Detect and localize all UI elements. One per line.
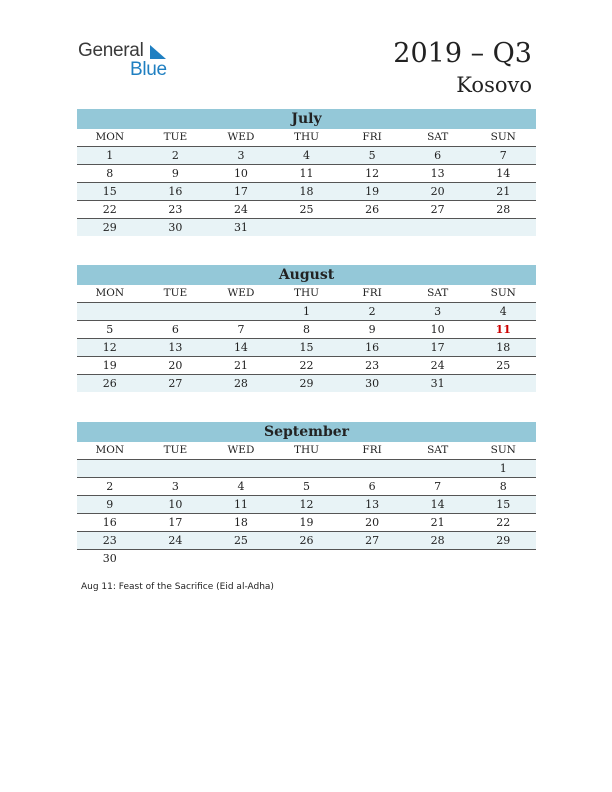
day-cell	[143, 460, 209, 477]
day-cell: 22	[299, 359, 314, 372]
day-cell	[77, 460, 143, 477]
week-row	[77, 375, 536, 392]
day-cell: 13	[365, 498, 380, 511]
day-cell: 25	[233, 534, 248, 547]
day-cell: 18	[496, 341, 511, 354]
week-row	[77, 201, 536, 219]
day-cell	[208, 460, 274, 477]
day-cell: 30	[168, 221, 183, 234]
day-cell: 29	[102, 221, 117, 234]
day-cell: 15	[102, 185, 117, 198]
month-title: July	[77, 109, 536, 129]
day-cell: 12	[299, 498, 314, 511]
day-cell: 31	[430, 377, 445, 390]
week-row	[77, 183, 536, 201]
day-cell: 20	[430, 185, 445, 198]
weekday-label: SAT	[427, 444, 449, 456]
day-cell: 7	[237, 323, 245, 336]
week-row	[77, 478, 536, 496]
day-cell: 16	[365, 341, 380, 354]
day-cell: 1	[303, 305, 311, 318]
day-cell: 24	[233, 203, 248, 216]
day-cell	[470, 550, 536, 567]
day-cell: 25	[496, 359, 511, 372]
day-cell	[208, 550, 274, 567]
day-cell: 20	[365, 516, 380, 529]
day-cell: 30	[102, 552, 117, 565]
month-title: August	[77, 265, 536, 285]
week-row	[77, 219, 536, 236]
day-cell: 5	[303, 480, 311, 493]
day-cell: 4	[303, 149, 311, 162]
day-cell: 13	[168, 341, 183, 354]
weekday-label: TUE	[163, 131, 188, 143]
day-cell: 5	[106, 323, 114, 336]
day-cell	[470, 219, 536, 236]
day-cell: 1	[106, 149, 114, 162]
weekday-label: WED	[227, 131, 255, 143]
day-cell: 10	[430, 323, 445, 336]
day-cell	[339, 460, 405, 477]
weekday-label: SAT	[427, 131, 449, 143]
week-row	[77, 147, 536, 165]
day-cell: 9	[106, 498, 114, 511]
day-cell: 11	[233, 498, 248, 511]
day-cell: 8	[499, 480, 507, 493]
weekday-label: MON	[95, 287, 125, 299]
day-cell: 22	[102, 203, 117, 216]
weekday-label: SUN	[490, 444, 516, 456]
day-cell: 27	[365, 534, 380, 547]
week-row	[77, 460, 536, 478]
weekday-label: THU	[294, 131, 320, 143]
week-row	[77, 514, 536, 532]
month-august	[77, 265, 536, 392]
day-cell: 2	[171, 149, 179, 162]
day-cell	[143, 550, 209, 567]
day-cell: 3	[237, 149, 245, 162]
day-cell: 10	[233, 167, 248, 180]
day-cell: 31	[233, 221, 248, 234]
week-row	[77, 357, 536, 375]
day-cell: 21	[496, 185, 511, 198]
day-cell	[339, 550, 405, 567]
month-september	[77, 422, 536, 567]
day-cell: 9	[171, 167, 179, 180]
day-cell: 21	[430, 516, 445, 529]
day-cell: 23	[102, 534, 117, 547]
day-cell	[143, 303, 209, 320]
day-cell: 30	[365, 377, 380, 390]
day-cell: 3	[171, 480, 179, 493]
week-row	[77, 550, 536, 567]
day-cell: 4	[237, 480, 245, 493]
day-cell: 6	[368, 480, 376, 493]
day-cell: 29	[299, 377, 314, 390]
day-cell: 4	[499, 305, 507, 318]
weekday-label: FRI	[362, 131, 382, 143]
day-cell: 2	[106, 480, 114, 493]
day-cell: 29	[496, 534, 511, 547]
week-row	[77, 339, 536, 357]
day-cell: 6	[171, 323, 179, 336]
day-cell: 18	[233, 516, 248, 529]
day-cell: 8	[106, 167, 114, 180]
week-row	[77, 165, 536, 183]
weekday-label: TUE	[163, 444, 188, 456]
day-cell: 27	[168, 377, 183, 390]
day-cell	[208, 303, 274, 320]
day-cell	[339, 219, 405, 236]
day-cell: 16	[168, 185, 183, 198]
day-cell: 7	[434, 480, 442, 493]
day-cell: 12	[102, 341, 117, 354]
day-cell: 26	[102, 377, 117, 390]
week-row	[77, 532, 536, 550]
weekday-label: SUN	[490, 131, 516, 143]
day-cell	[274, 460, 340, 477]
day-cell: 26	[365, 203, 380, 216]
weekday-label: WED	[227, 444, 255, 456]
day-cell: 2	[368, 305, 376, 318]
day-cell: 19	[102, 359, 117, 372]
day-cell: 17	[430, 341, 445, 354]
weekday-label: FRI	[362, 444, 382, 456]
day-cell: 23	[365, 359, 380, 372]
day-cell: 26	[299, 534, 314, 547]
day-cell: 17	[168, 516, 183, 529]
day-cell: 15	[299, 341, 314, 354]
day-cell: 19	[299, 516, 314, 529]
day-cell: 14	[496, 167, 511, 180]
day-cell: 24	[430, 359, 445, 372]
holiday-note: Aug 11: Feast of the Sacrifice (Eid al-Adha)	[81, 582, 274, 592]
weekday-label: THU	[294, 444, 320, 456]
weekday-header-row	[77, 129, 536, 147]
day-cell	[274, 219, 340, 236]
week-row	[77, 303, 536, 321]
page-title: 2019 – Q3	[393, 38, 532, 69]
weekday-label: SUN	[490, 287, 516, 299]
day-cell: 9	[368, 323, 376, 336]
day-cell: 24	[168, 534, 183, 547]
logo-general-text: General	[78, 40, 144, 61]
day-cell: 28	[233, 377, 248, 390]
day-cell: 25	[299, 203, 314, 216]
logo-blue-text: Blue	[130, 59, 167, 80]
day-cell: 23	[168, 203, 183, 216]
day-cell	[77, 303, 143, 320]
weekday-label: MON	[95, 131, 125, 143]
day-cell: 3	[434, 305, 442, 318]
week-row	[77, 496, 536, 514]
day-cell: 15	[496, 498, 511, 511]
day-cell	[274, 550, 340, 567]
day-cell	[470, 375, 536, 392]
day-cell: 11	[495, 323, 511, 336]
day-cell: 22	[496, 516, 511, 529]
day-cell: 14	[430, 498, 445, 511]
country-name: Kosovo	[456, 73, 532, 97]
day-cell: 27	[430, 203, 445, 216]
weekday-label: THU	[294, 287, 320, 299]
day-cell: 11	[299, 167, 314, 180]
day-cell: 13	[430, 167, 445, 180]
day-cell: 6	[434, 149, 442, 162]
day-cell	[405, 550, 471, 567]
day-cell: 19	[365, 185, 380, 198]
day-cell	[405, 460, 471, 477]
weekday-label: WED	[227, 287, 255, 299]
week-row	[77, 321, 536, 339]
logo-triangle-icon	[150, 43, 168, 61]
logo	[78, 40, 178, 80]
day-cell: 18	[299, 185, 314, 198]
day-cell: 17	[233, 185, 248, 198]
day-cell: 21	[233, 359, 248, 372]
month-title: September	[77, 422, 536, 442]
month-july	[77, 109, 536, 236]
day-cell: 16	[102, 516, 117, 529]
day-cell: 20	[168, 359, 183, 372]
day-cell: 12	[365, 167, 380, 180]
day-cell: 14	[233, 341, 248, 354]
day-cell: 5	[368, 149, 376, 162]
day-cell: 1	[499, 462, 507, 475]
weekday-label: FRI	[362, 287, 382, 299]
day-cell: 28	[430, 534, 445, 547]
weekday-label: SAT	[427, 287, 449, 299]
day-cell: 7	[499, 149, 507, 162]
weekday-label: MON	[95, 444, 125, 456]
day-cell: 28	[496, 203, 511, 216]
day-cell	[405, 219, 471, 236]
day-cell: 10	[168, 498, 183, 511]
day-cell: 8	[303, 323, 311, 336]
weekday-label: TUE	[163, 287, 188, 299]
weekday-header-row	[77, 442, 536, 460]
weekday-header-row	[77, 285, 536, 303]
